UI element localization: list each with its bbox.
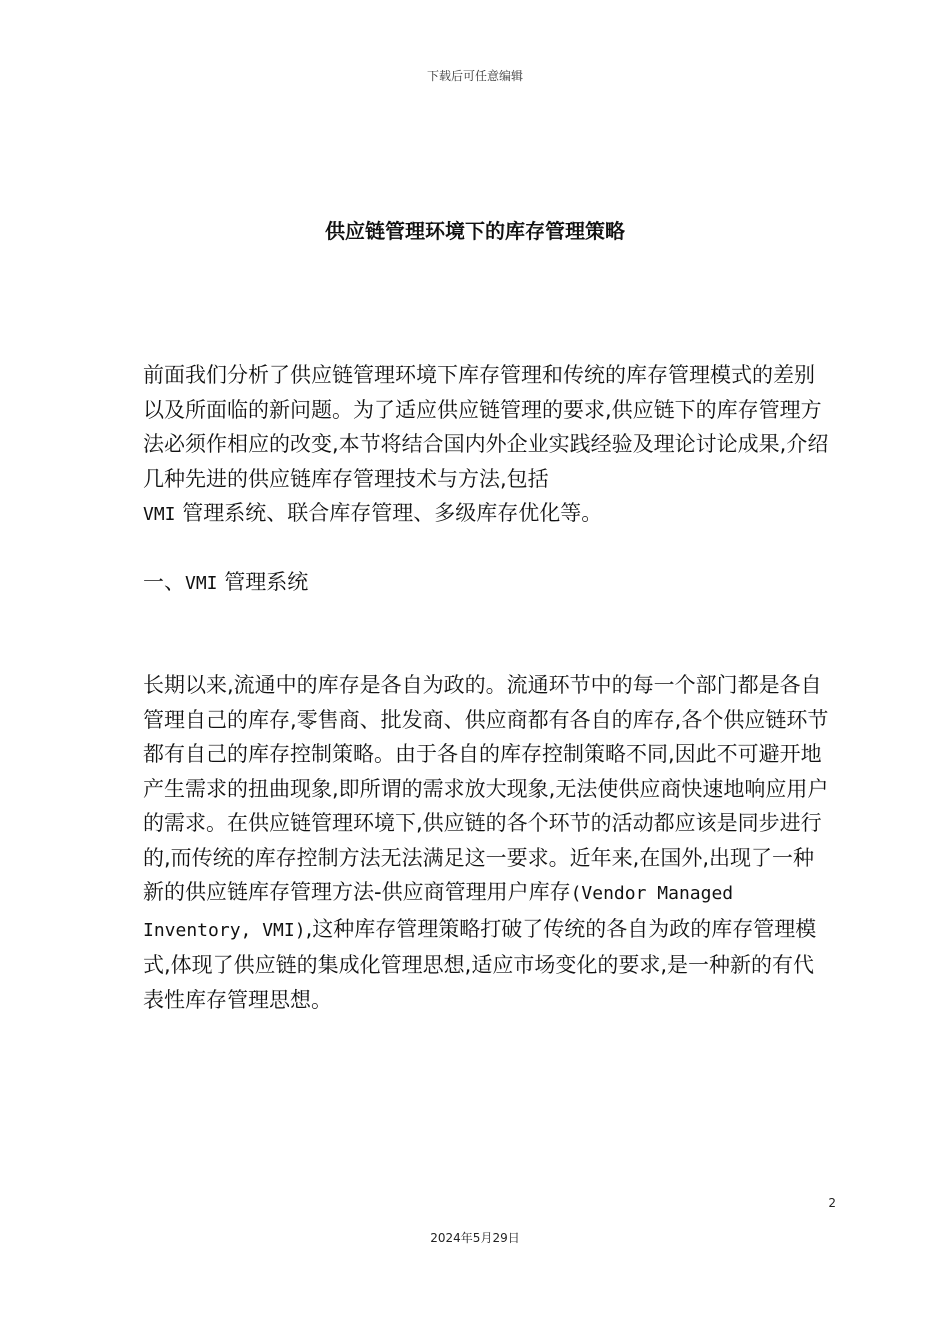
section-prefix: 一、 bbox=[143, 570, 185, 594]
intro-text: 前面我们分析了供应链管理环境下库存管理和传统的库存管理模式的差别以及所面临的新问题。为了适应供应链管理的要求,供应链下的库存管理方法必须作相应的改变,本节将结合国内外企业实践经验及理论讨论成果,介绍几种先进的供应链库存管理技术与方法,包括 bbox=[143, 363, 829, 491]
vmi-english-term: (Vendor Managed Inventory, VMI) bbox=[143, 883, 734, 941]
page-number: 2 bbox=[828, 1196, 836, 1210]
header-note: 下载后可任意编辑 bbox=[426, 69, 523, 83]
intro-paragraph bbox=[143, 358, 833, 533]
section-text: 管理系统 bbox=[224, 570, 309, 594]
section-heading bbox=[143, 565, 833, 602]
intro-tail-text: 管理系统、联合库存管理、多级库存优化等。 bbox=[182, 501, 603, 525]
vmi-text-part1: 长期以来,流通中的库存是各自为政的。流通环节中的每一个部门都是各自管理自己的库存,零售商、批发商、供应商都有各自的库存,各个供应链环节都有自己的库存控制策略。由于各自的库存控制策略不同,因此不可避开地产生需求的扭曲现象,即所谓的需求放大现象,无法使供应商快速地响应用户的需求。在供应链管理环境下,供应链的各个环节的活动都应该是同步进行的,而传统的库存控制方法无法满足这一要求。近年来,在国外,出现了一种新的供应链库存管理方法-供应商管理用户库存 bbox=[143, 673, 829, 904]
footer-date: 2024年5月29日 bbox=[430, 1231, 520, 1245]
vmi-text-part2: ,这种库存管理策略打破了传统的各自为政的库存管理模式,体现了供应链的集成化管理思想,适应市场变化的要求,是一种新的有代表性库存管理思想。 bbox=[143, 916, 817, 1012]
intro-abbr: VMI bbox=[143, 504, 176, 525]
vmi-paragraph bbox=[143, 668, 833, 1017]
document-title: 供应链管理环境下的库存管理策略 bbox=[325, 219, 625, 243]
section-abbr: VMI bbox=[185, 573, 218, 594]
